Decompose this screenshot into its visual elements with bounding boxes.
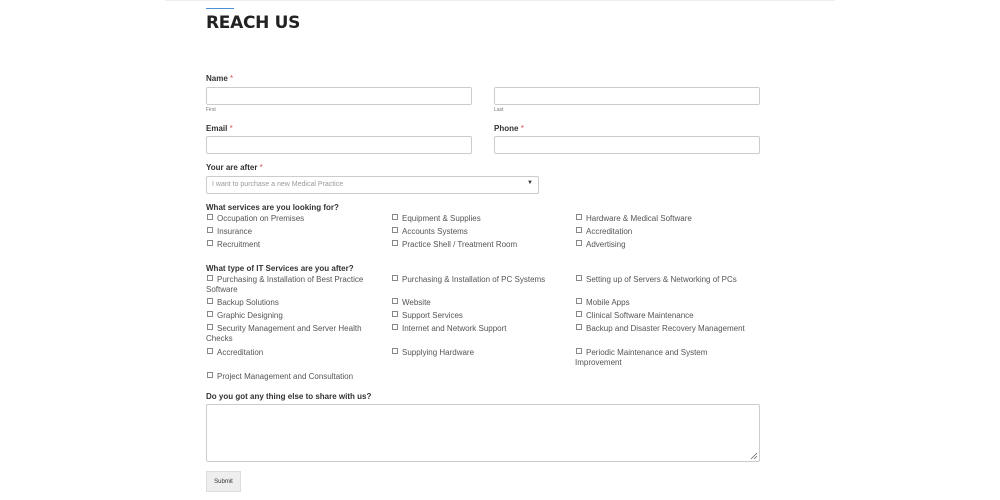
checkbox-option[interactable]: Internet and Network Support bbox=[391, 324, 571, 334]
checkbox-option[interactable]: Occupation on Premises bbox=[206, 214, 386, 224]
checkbox[interactable] bbox=[392, 324, 398, 330]
caret-down-icon: ▼ bbox=[527, 180, 533, 186]
checkbox-option[interactable]: Support Services bbox=[391, 311, 571, 321]
email-label: Email * bbox=[206, 124, 233, 133]
checkbox[interactable] bbox=[207, 372, 213, 378]
submit-button[interactable]: Submit bbox=[206, 471, 241, 492]
after-label: Your are after * bbox=[206, 163, 263, 172]
checkbox[interactable] bbox=[207, 214, 213, 220]
checkbox[interactable] bbox=[207, 298, 213, 304]
checkbox-option[interactable]: Website bbox=[391, 298, 571, 308]
checkbox[interactable] bbox=[392, 214, 398, 220]
checkbox-option[interactable]: Periodic Maintenance and System Improvement bbox=[575, 348, 708, 367]
checkbox-option[interactable]: Backup Solutions bbox=[206, 298, 376, 308]
checkbox[interactable] bbox=[576, 348, 582, 354]
checkbox[interactable] bbox=[392, 240, 398, 246]
checkbox-option[interactable]: Security Management and Server Health Checks bbox=[206, 324, 362, 343]
last-name-sublabel: Last bbox=[494, 107, 504, 113]
after-select-value: I want to purchase a new Medical Practice bbox=[212, 181, 344, 188]
message-label: Do you got any thing else to share with us? bbox=[206, 392, 372, 401]
first-name-sublabel: First bbox=[206, 107, 216, 113]
checkbox-option[interactable]: Graphic Designing bbox=[206, 311, 376, 321]
checkbox[interactable] bbox=[392, 311, 398, 317]
checkbox[interactable] bbox=[576, 298, 582, 304]
page-title: REACH US bbox=[206, 13, 301, 33]
checkbox-option[interactable]: Clinical Software Maintenance bbox=[575, 311, 755, 321]
checkbox[interactable] bbox=[576, 324, 582, 330]
phone-field[interactable] bbox=[494, 136, 760, 154]
checkbox[interactable] bbox=[576, 240, 582, 246]
checkbox[interactable] bbox=[207, 240, 213, 246]
required-mark: * bbox=[259, 163, 263, 172]
checkbox[interactable] bbox=[392, 348, 398, 354]
top-divider bbox=[165, 0, 835, 1]
checkbox[interactable] bbox=[207, 348, 213, 354]
checkbox-option[interactable]: Hardware & Medical Software bbox=[575, 214, 755, 224]
name-label: Name * bbox=[206, 74, 234, 83]
checkbox-option[interactable]: Accounts Systems bbox=[391, 227, 571, 237]
checkbox-option[interactable]: Backup and Disaster Recovery Management bbox=[575, 324, 760, 334]
after-select[interactable] bbox=[206, 176, 539, 194]
checkbox-option[interactable]: Advertising bbox=[575, 240, 755, 250]
first-name-input[interactable] bbox=[206, 87, 472, 105]
checkbox-option[interactable]: Insurance bbox=[206, 227, 386, 237]
checkbox[interactable] bbox=[576, 311, 582, 317]
checkbox-option[interactable]: Supplying Hardware bbox=[391, 348, 571, 358]
checkbox-option[interactable]: Accreditation bbox=[206, 348, 376, 358]
checkbox[interactable] bbox=[207, 227, 213, 233]
checkbox-option[interactable]: Purchasing & Installation of PC Systems bbox=[391, 275, 571, 285]
checkbox[interactable] bbox=[392, 298, 398, 304]
it-services-label: What type of IT Services are you after? bbox=[206, 264, 354, 273]
checkbox[interactable] bbox=[392, 275, 398, 281]
checkbox-option[interactable]: Mobile Apps bbox=[575, 298, 755, 308]
checkbox[interactable] bbox=[392, 227, 398, 233]
checkbox-option[interactable]: Practice Shell / Treatment Room bbox=[391, 240, 571, 250]
phone-label: Phone * bbox=[494, 124, 524, 133]
required-mark: * bbox=[230, 74, 234, 83]
checkbox[interactable] bbox=[207, 311, 213, 317]
checkbox-option[interactable]: Recruitment bbox=[206, 240, 386, 250]
required-mark: * bbox=[229, 124, 233, 133]
checkbox-option[interactable]: Setting up of Servers & Networking of PCs bbox=[575, 275, 755, 285]
resize-grip-icon[interactable] bbox=[750, 452, 758, 460]
heading-accent-line bbox=[206, 8, 234, 9]
services-label: What services are you looking for? bbox=[206, 203, 339, 212]
message-textarea[interactable] bbox=[206, 404, 760, 462]
checkbox-option[interactable]: Project Management and Consultation bbox=[206, 372, 406, 382]
checkbox[interactable] bbox=[207, 324, 213, 330]
checkbox-option[interactable]: Purchasing & Installation of Best Practice Software bbox=[206, 275, 364, 294]
checkbox[interactable] bbox=[576, 275, 582, 281]
last-name-input[interactable] bbox=[494, 87, 760, 105]
checkbox-option[interactable]: Equipment & Supplies bbox=[391, 214, 571, 224]
required-mark: * bbox=[520, 124, 524, 133]
checkbox-option[interactable]: Accreditation bbox=[575, 227, 755, 237]
checkbox[interactable] bbox=[576, 214, 582, 220]
checkbox[interactable] bbox=[576, 227, 582, 233]
checkbox[interactable] bbox=[207, 275, 213, 281]
email-field[interactable] bbox=[206, 136, 472, 154]
